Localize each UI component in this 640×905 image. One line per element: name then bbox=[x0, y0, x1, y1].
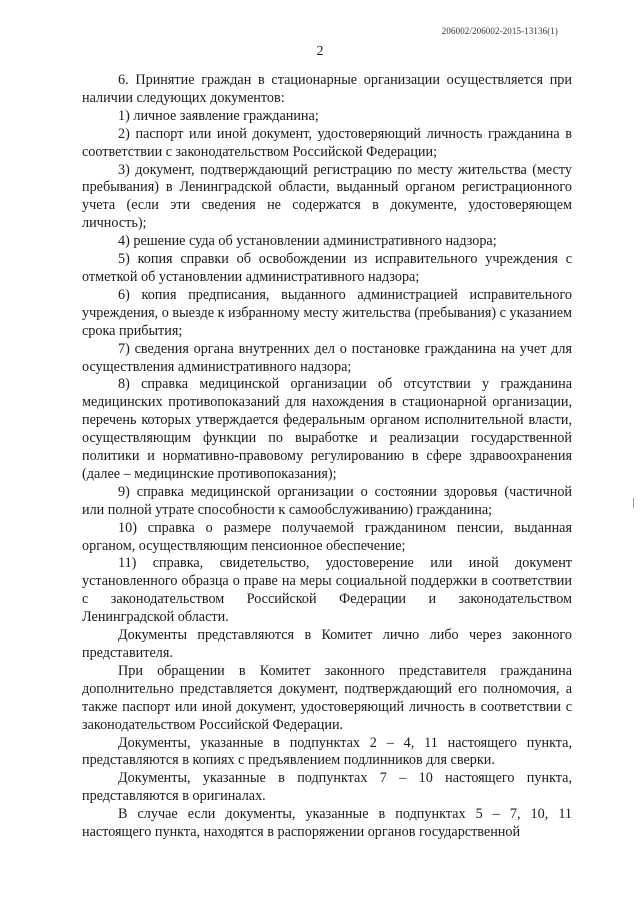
paragraph-item-6-intro: 6. Принятие граждан в стационарные организации осуществляется при наличии следующих документов: bbox=[82, 72, 572, 106]
list-item-11: 11) справка, свидетельство, удостоверение или иной документ установленного образца о праве на меры социальной поддержки в соответствии с законодательством Российской Федерации и законодательством Ленинградской области. bbox=[82, 555, 572, 626]
list-item-8: 8) справка медицинской организации об отсутствии у гражданина медицинских противопоказаний для нахождения в стационарной организации, перечень которых утверждается федеральным органом исполнительной власти, осуществляющим функции по выработке и реализации государственной политики и нормативно-правовому регулированию в сфере здравоохранения (далее – медицинские противопоказания); bbox=[82, 376, 572, 482]
list-item-6: 6) копия предписания, выданного администрацией исправительного учреждения, о выезде к избранному месту жительства (пребывания) с указанием срока прибытия; bbox=[82, 286, 572, 339]
list-item-2: 2) паспорт или иной документ, удостоверяющий личность гражданина в соответствии с законодательством Российской Федерации; bbox=[82, 125, 572, 160]
paragraph-originals: Документы, указанные в подпунктах 7 – 10 настоящего пункта, представляются в оригиналах. bbox=[82, 770, 572, 805]
paragraph-state-bodies: В случае если документы, указанные в подпунктах 5 – 7, 10, 11 настоящего пункта, находятся в распоряжении органов государственной bbox=[82, 806, 572, 841]
list-item-9: 9) справка медицинской организации о состоянии здоровья (частичной или полной утрате способности к самообслуживанию) гражданина; bbox=[82, 483, 572, 518]
list-item-3: 3) документ, подтверждающий регистрацию по месту жительства (месту пребывания) в Ленинградской области, выданный органом регистрационного учета (если эти сведения не содержатся в документе, удостоверяющем личность); bbox=[82, 161, 572, 232]
list-item-4: 4) решение суда об установлении административного надзора; bbox=[118, 233, 497, 250]
list-item-1: 1) личное заявление гражданина; bbox=[118, 107, 319, 124]
document-body bbox=[82, 72, 572, 842]
paragraph-copies: Документы, указанные в подпунктах 2 – 4, 11 настоящего пункта, представляются в копиях с предъявлением подлинников для сверки. bbox=[82, 734, 572, 769]
document-registration-number: 206002/206002-2015-13136(1) bbox=[441, 26, 558, 36]
page-number: 2 bbox=[316, 44, 324, 59]
list-item-5: 5) копия справки об освобождении из исправительного учреждения с отметкой об установлении административного надзора; bbox=[82, 251, 572, 285]
scan-edge-mark bbox=[633, 498, 634, 508]
list-item-7: 7) сведения органа внутренних дел о постановке гражданина на учет для осуществления административного надзора; bbox=[82, 340, 572, 375]
paragraph-legal-representative: При обращении в Комитет законного представителя гражданина дополнительно представляется документ, подтверждающий его полномочия, а также паспорт или иной документ, удостоверяющий личность в соответствии с законодательством Российской Федерации. bbox=[82, 662, 572, 733]
list-item-10: 10) справка о размере получаемой гражданином пенсии, выданная органом, осуществляющим пенсионное обеспечение; bbox=[82, 519, 572, 554]
paragraph-submission: Документы представляются в Комитет лично либо через законного представителя. bbox=[82, 627, 572, 661]
